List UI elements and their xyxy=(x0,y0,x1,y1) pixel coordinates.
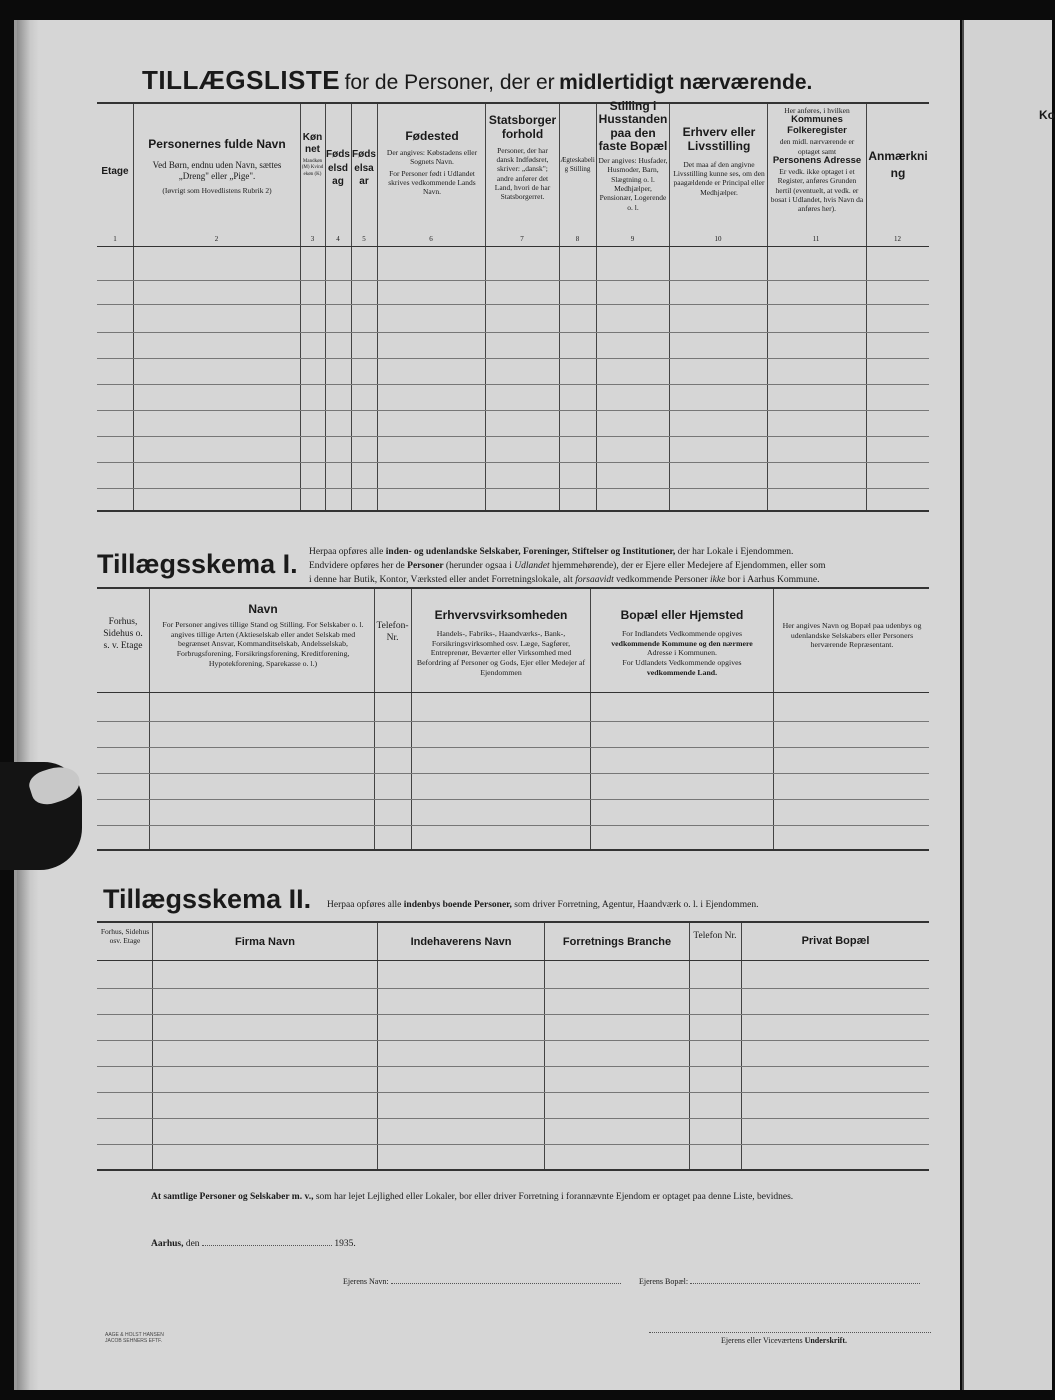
main-title xyxy=(142,65,902,96)
tillaegsliste-table: Etage 1 Personernes fulde Navn Ved Børn, endnu uden Navn, sættes „Dreng" eller „Pige". (Iøvrigt som Hovedlistens Rubrik 2) 2 Kønnet Mandkøn (M) Kvindekøn (K) 3 Fødselsdag 4 Fødselsaar 5 Fødested Der angives: Købstadens eller Sognets Navn. For Personer født i Udlandet skrives vedkommende Lands Navn. 6 Statsborgerforhold Personer, der har dansk Indfødsret, skriver: „dansk"; andre anfører det Land, hvori de har Statsborgerret. 7 Ægteskabelig Stilling 8 Stilling i Husstanden paa den faste Bopæl Der angives: Husfader, Husmoder, Barn, Slægtning o. l. Medhjælper, Pensionær, Logerende o. l. 9 Erhverv eller Livsstilling Det maa af den angivne Livsstilling kunne ses, om den paagældende er Principal eller Medhjælper. 10 Her anføres, i hvilken Kommunes Folkeregister den midl. nærværende er optaget samt Personens Adresse Er vedk. ikke optaget i et Register, anføres Grunden hertil (eventuelt, at vedk. er bosat i Udlandet, hvis Navn da anføres her). 11 Anmærkning 12 xyxy=(97,102,929,512)
col-stilling-husstand: Stilling i Husstanden paa den faste Bopæl Der angives: Husfader, Husmoder, Barn, Slægtning o. l. Medhjælper, Pensionær, Logerende o. l. xyxy=(598,99,668,212)
skema1-col-erhverv: Erhvervsvirksomheden Handels-, Fabriks-, Haandværks-, Bank-, Forsikringsvirksomhed osv. Læge, Sagfører, Entreprenør, Beværter eller Virksomhed med Befordring af Personer og Gods, Ejer eller Medejer af Ejendommen xyxy=(416,608,586,677)
footer-statement: At samtlige Personer og Selskaber m. v., som har lejet Lejlighed eller Lokaler, bor eller driver Forretning i forannævnte Ejendom er optaget paa denne Liste, bevidnes. xyxy=(151,1192,794,1202)
skema2-title: Tillægsskema II. xyxy=(103,884,312,914)
skema1-col-etage: Forhus, Sidehus o. s. v. Etage xyxy=(103,617,143,651)
facing-page-text: Ko xyxy=(1039,108,1055,122)
date-blank[interactable] xyxy=(202,1238,332,1246)
col-folkeregister: Her anføres, i hvilken Kommunes Folkeregister den midl. nærværende er optaget samt Personens Adresse Er vedk. ikke optaget i et Register, anføres Grunden hertil (eventuelt, at vedk. er bosat i Udlandet, hvis Navn da anføres her). xyxy=(770,106,864,214)
owner-name-blank[interactable] xyxy=(391,1276,621,1284)
skema1-note: Herpaa opføres alle inden- og udenlandske Selskaber, Foreninger, Stiftelser og Institutioner, der har Lokale i Ejendommen. Endvidere opføres her de Personer (herunder ogsaa i Udlandet hjemmehørende), der er Ejere eller Medejere af Ejendommen, eller som i denne har Butik, Kontor, Værksted eller andet Forretningslokale, alt forsaavidt vedkommende Personer ikke bor i Aarhus Kommune. xyxy=(309,547,826,585)
col-erhverv: Erhverv eller Livsstilling Det maa af den angivne Livsstilling kunne ses, om den paagældende er Principal eller Medhjælper. xyxy=(673,125,765,197)
skema1-col-bopael: Bopæl eller Hjemsted For Indlandets Vedkommende opgives vedkommende Kommune og den nærmere Adresse i Kommunen. For Udlandets Vedkommende opgives vedkommende Land. xyxy=(611,608,753,677)
skema2-col-firma: Firma Navn xyxy=(235,936,295,948)
col-anmaerkning: Anmærkning xyxy=(868,149,928,180)
signature-label: Ejerens eller Viceværtens Underskrift. xyxy=(721,1336,848,1345)
skema2-col-branche: Forretnings Branche xyxy=(562,936,672,948)
thumb-holding-page xyxy=(0,762,82,870)
col-statsborgerforhold: Statsborgerforhold Personer, der har dansk Indfødsret, skriver: „dansk"; andre anfører det Land, hvori de har Statsborgerret. xyxy=(488,113,557,202)
signature-blank[interactable] xyxy=(649,1332,931,1333)
skema1-col-navn: Navn For Personer angives tillige Stand og Stilling. For Selskaber o. l. angives tillige Arten (Aktieselskab eller andet Selskab med begrænset Ansvar, Kommanditselskab, Andelsselskab, Forbrugsforening, Forsikringsforening, Kreditforening, Hypotekforening, Sparekasse o. l.) xyxy=(162,602,364,668)
title-emph: midlertidigt nærværende. xyxy=(559,71,813,94)
col-koennet: Kønnet Mandkøn (M) Kvindekøn (K) xyxy=(301,132,324,177)
skema2-table xyxy=(97,921,929,1171)
owner-name-line: Ejerens Navn: xyxy=(343,1276,621,1286)
skema2-col-privat: Privat Bopæl xyxy=(801,935,870,947)
skema1-table xyxy=(97,587,929,851)
printer-imprint: AAGE & HOLST HANSEN JACOB SEHNERS EFTF. xyxy=(105,1332,164,1344)
col-aegteskabelig: Ægteskabelig Stilling xyxy=(560,156,595,173)
col-foedselsaar: Fødselsaar xyxy=(352,149,376,187)
footer-date-line: Aarhus, den 1935. xyxy=(151,1239,356,1249)
skema1-title: Tillægsskema I. xyxy=(97,549,298,579)
col-etage: Etage xyxy=(101,166,129,177)
col-foedselsdag: Fødselsdag xyxy=(326,149,350,187)
skema1-col-repraesentant: Her angives Navn og Bopæl paa udenbys og udenlandske Selskabers eller Personers herværende Repræsentant. xyxy=(782,621,922,650)
title-main: TILLÆGSLISTE xyxy=(142,65,341,95)
skema2-col-etage: Forhus, Sidehus osv. Etage xyxy=(100,927,150,946)
col-foedested: Fødested Der angives: Købstadens eller Sognets Navn. For Personer født i Udlandet skrives vedkommende Lands Navn. xyxy=(386,129,478,197)
skema2-col-telefon: Telefon Nr. xyxy=(693,931,737,941)
skema2-note: Herpaa opføres alle indenbys boende Personer, som driver Forretning, Agentur, Haandværk o. l. i Ejendommen. xyxy=(327,900,759,910)
owner-address-blank[interactable] xyxy=(690,1276,920,1284)
form-page xyxy=(14,20,960,1390)
facing-page xyxy=(962,20,1055,1390)
book-spine-shadow xyxy=(17,20,39,1390)
col-navn: Personernes fulde Navn Ved Børn, endnu uden Navn, sættes „Dreng" eller „Pige". (Iøvrigt som Hovedlistens Rubrik 2) xyxy=(148,137,286,196)
owner-address-line: Ejerens Bopæl: xyxy=(639,1276,920,1286)
title-for: for de Personer, der er xyxy=(344,71,555,94)
skema2-col-indehaver: Indehaverens Navn xyxy=(410,936,512,948)
skema1-col-telefon: Telefon-Nr. xyxy=(376,621,409,643)
